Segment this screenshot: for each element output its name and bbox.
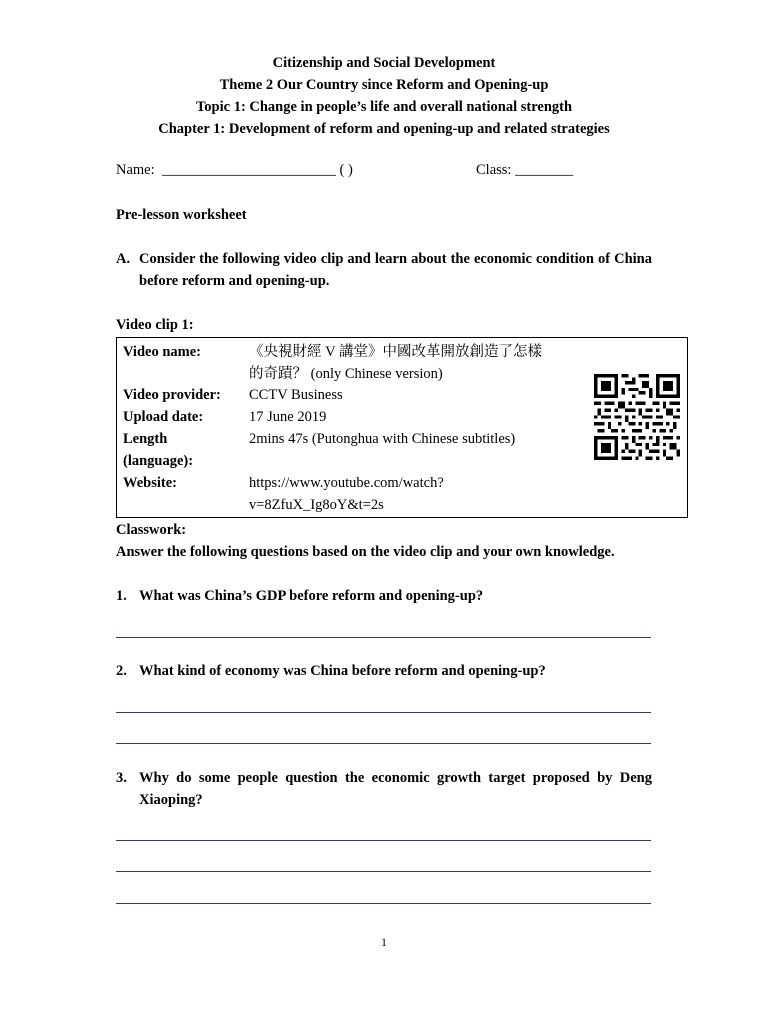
question-1-text: What was China’s GDP before reform and opening-up? xyxy=(139,588,484,604)
qr-code-icon[interactable] xyxy=(591,374,683,460)
video-name-key: Video name: xyxy=(123,344,201,360)
section-a-text: Consider the following video clip and learn about the economic condition of China before reform and opening-up. xyxy=(139,251,652,289)
subject-title: Citizenship and Social Development xyxy=(272,55,496,71)
title-block xyxy=(0,52,768,140)
answer-line-q2a[interactable] xyxy=(116,712,651,713)
question-3-text: Why do some people question the economic growth target proposed by Deng Xiaoping? xyxy=(139,770,652,808)
topic-title: Topic 1: Change in people’s life and overall national strength xyxy=(195,99,573,115)
name-field[interactable] xyxy=(116,162,353,179)
upload-date-value: 17 June 2019 xyxy=(249,409,327,425)
classwork-label: Classwork: xyxy=(116,522,187,538)
theme-title: Theme 2 Our Country since Reform and Opening-up xyxy=(219,77,549,93)
name-blank[interactable]: ________________________ ( ) xyxy=(161,162,353,178)
question-1 xyxy=(116,585,652,607)
video-provider-key: Video provider: xyxy=(123,387,221,403)
length-value: 2mins 47s (Putonghua with Chinese subtitles) xyxy=(249,431,516,447)
class-field[interactable] xyxy=(476,162,573,179)
question-2 xyxy=(116,660,652,682)
question-3 xyxy=(116,767,652,811)
page-number: 1 xyxy=(381,935,387,949)
question-2-text: What kind of economy was China before reform and opening-up? xyxy=(139,663,546,679)
section-a-label: A. xyxy=(116,251,131,267)
website-url-1[interactable]: https://www.youtube.com/watch? xyxy=(249,475,444,491)
answer-line-q3a[interactable] xyxy=(116,840,651,841)
website-key: Website: xyxy=(123,475,177,491)
video-provider-value: CCTV Business xyxy=(249,387,343,403)
video-clip-label: Video clip 1: xyxy=(116,317,194,333)
section-a xyxy=(116,248,652,292)
video-info-box xyxy=(116,337,688,518)
video-name-value-2: 的奇蹟？ (only Chinese version) xyxy=(249,366,443,382)
answer-line-q1[interactable] xyxy=(116,637,651,638)
answer-line-q3c[interactable] xyxy=(116,903,651,904)
chapter-title: Chapter 1: Development of reform and opening-up and related strategies xyxy=(158,121,610,137)
name-label: Name: xyxy=(116,162,155,178)
answer-line-q3b[interactable] xyxy=(116,871,651,872)
classwork-instruction: Answer the following questions based on the video clip and your own knowledge. xyxy=(116,544,615,560)
length-key-2: (language): xyxy=(123,453,194,469)
length-key-1: Length xyxy=(123,431,168,447)
worksheet-label: Pre-lesson worksheet xyxy=(116,207,247,223)
question-2-number: 2. xyxy=(116,663,127,679)
question-1-number: 1. xyxy=(116,588,127,604)
question-3-number: 3. xyxy=(116,770,127,786)
class-label: Class: xyxy=(476,162,512,178)
video-name-value-1: 《央視財經 V 講堂》中國改革開放創造了怎樣 xyxy=(249,344,542,360)
upload-date-key: Upload date: xyxy=(123,409,204,425)
website-url-2[interactable]: v=8ZfuX_Ig8oY&t=2s xyxy=(249,497,384,513)
answer-line-q2b[interactable] xyxy=(116,743,651,744)
class-blank[interactable]: ________ xyxy=(515,162,574,178)
